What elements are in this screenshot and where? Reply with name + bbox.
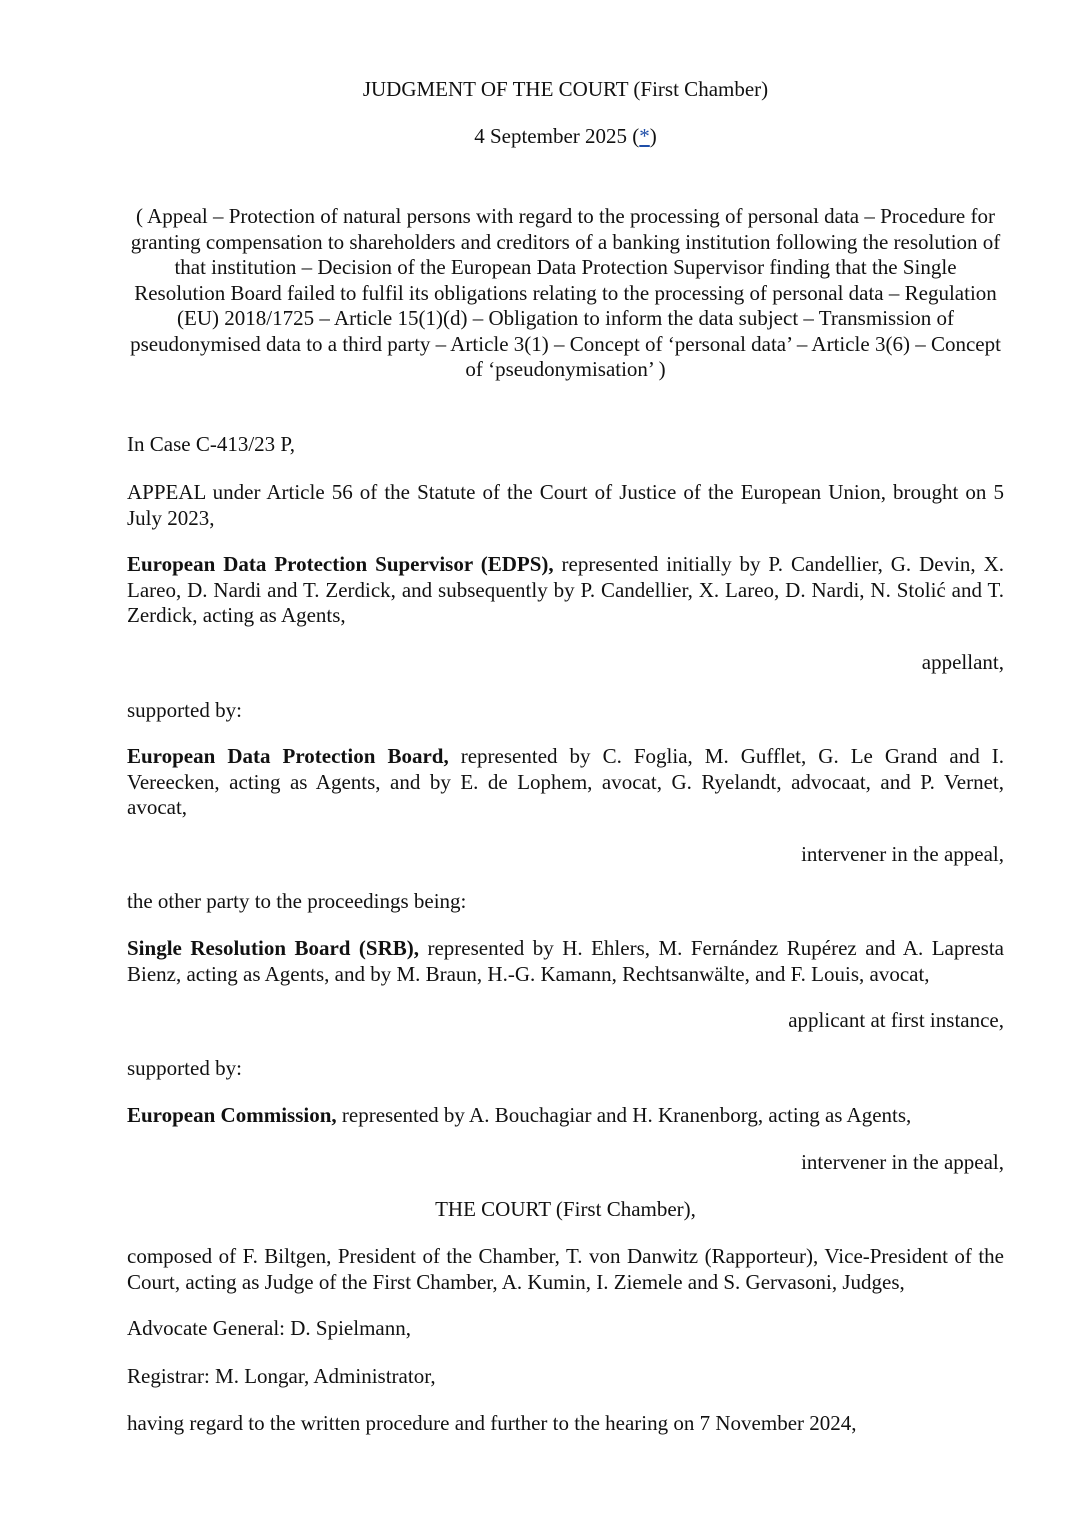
court-heading: THE COURT (First Chamber), <box>435 1197 696 1221</box>
srb-representatives: represented by H. Ehlers, M. Fernández Rupérez and A. Lapresta Bienz, acting as Agents, and by M. Braun, H.-G. Kamann, Rechtsanwälte, and F. Louis, avocat, <box>127 936 1004 986</box>
judgment-title: JUDGMENT OF THE COURT (First Chamber) <box>362 77 769 101</box>
appeal-paragraph: APPEAL under Article 56 of the Statute of the Court of Justice of the European Union, brought on 5 July 2023, <box>127 480 1004 530</box>
edps-party <box>127 552 1004 629</box>
date-text: 4 September 2025 <box>474 124 628 148</box>
commission-party <box>127 1103 1004 1129</box>
intervener-role: intervener in the appeal, <box>801 1150 1004 1174</box>
registrar: Registrar: M. Longar, Administrator, <box>127 1364 436 1388</box>
judgment-date: 4 September 2025 (*) <box>474 124 657 148</box>
commission-name: European Commission, <box>127 1103 337 1127</box>
advocate-general: Advocate General: D. Spielmann, <box>127 1316 411 1340</box>
footnote-link[interactable]: * <box>639 124 650 148</box>
having-regard: having regard to the written procedure and further to the hearing on 7 November 2024, <box>127 1411 857 1435</box>
edps-representatives: represented initially by P. Candellier, G. Devin, X. Lareo, D. Nardi and T. Zerdick, and subsequently by P. Candellier, X. Lareo, D. Nardi, N. Stolić and T. Zerdick, acting as Agents, <box>127 552 1005 627</box>
appellant-role: appellant, <box>921 650 1004 674</box>
edpb-representatives: represented by C. Foglia, M. Gufflet, G. Le Grand and I. Vereecken, acting as Agents, and by E. de Lophem, avocat, G. Ryelandt, advocaat, and P. Vernet, avocat, <box>127 744 1004 819</box>
intervener-role: intervener in the appeal, <box>801 842 1004 866</box>
srb-party <box>127 936 1004 987</box>
case-number: In Case C-413/23 P, <box>127 432 295 456</box>
srb-name: Single Resolution Board (SRB), <box>127 936 420 960</box>
subject-keywords: ( Appeal – Protection of natural persons with regard to the processing of personal data – Procedure for granting compensation to shareholders and creditors of a banking institution following the resolution of that institution – Decision of the European Data Protection Supervisor finding that the Single Resolution Board failed to fulfil its obligations relating to the processing of personal data – Regulation (EU) 2018/1725 – Article 15(1)(d) – Obligation to inform the data subject – Transmission of pseudonymised data to a third party – Article 3(1) – Concept of ‘personal data’ – Article 3(6) – Concept of ‘pseudonymisation’ ) <box>130 204 1001 381</box>
other-party-label: the other party to the proceedings being: <box>127 889 467 913</box>
edps-name: European Data Protection Supervisor (EDPS), <box>127 552 554 576</box>
edpb-name: European Data Protection Board, <box>127 744 449 768</box>
edpb-party <box>127 744 1004 821</box>
supported-by-label: supported by: <box>127 698 242 722</box>
court-composition: composed of F. Biltgen, President of the Chamber, T. von Danwitz (Rapporteur), Vice-President of the Court, acting as Judge of the First Chamber, A. Kumin, I. Ziemele and S. Gervasoni, Judges, <box>127 1244 1004 1294</box>
commission-representatives: represented by A. Bouchagiar and H. Kranenborg, acting as Agents, <box>336 1103 912 1127</box>
supported-by-label: supported by: <box>127 1056 242 1080</box>
applicant-role: applicant at first instance, <box>788 1008 1004 1032</box>
